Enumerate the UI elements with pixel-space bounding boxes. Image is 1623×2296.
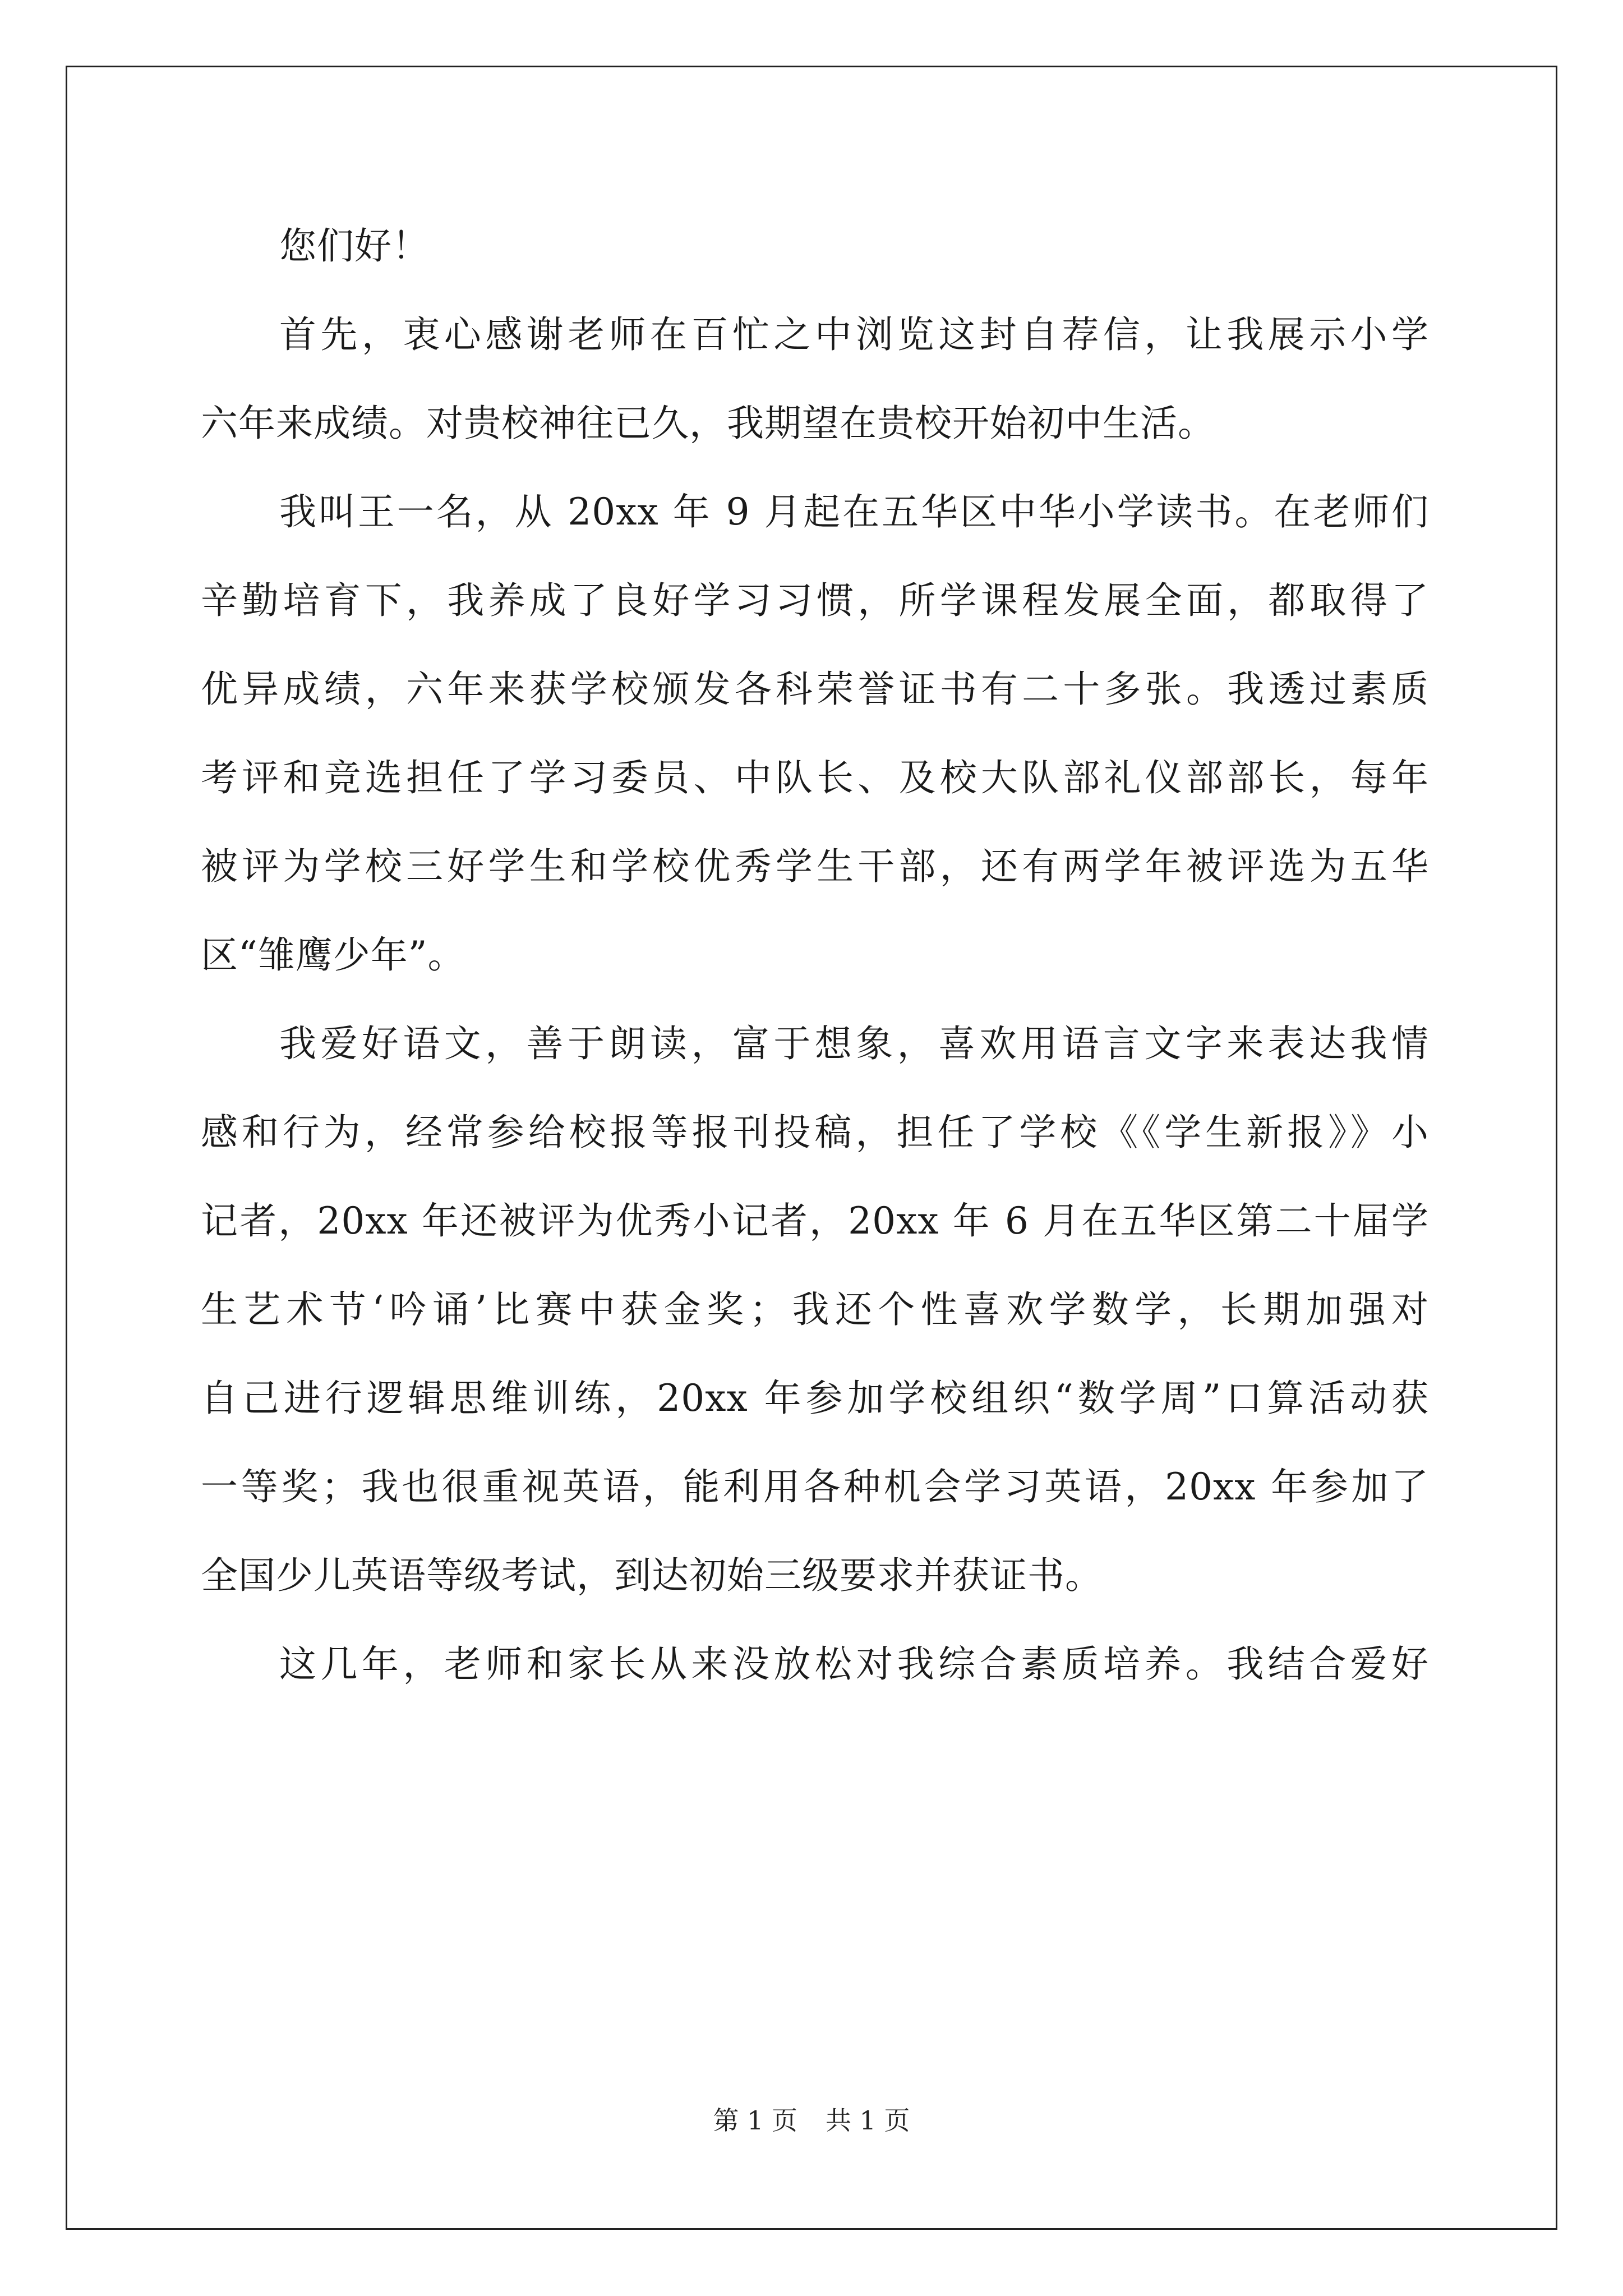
paragraph-2-line: 我叫王一名，从 20xx 年 9 月起在五华区中华小学读书。在老师们: [279, 490, 1429, 533]
paragraph-2-line: 优异成绩，六年来获学校颁发各科荣誉证书有二十多张。我透过素质: [201, 668, 1429, 711]
paragraph-3-line: 生艺术节‘吟诵’比赛中获金奖；我还个性喜欢学数学，长期加强对: [201, 1288, 1429, 1331]
paragraph-4-line: 这几年，老师和家长从来没放松对我综合素质培养。我结合爱好: [279, 1642, 1429, 1686]
paragraph-3-line: 自己进行逻辑思维训练，20xx 年参加学校组织“数学周”口算活动获: [201, 1377, 1429, 1420]
paragraph-3-line: 感和行为，经常参给校报等报刊投稿，担任了学校《《学生新报》》小: [201, 1111, 1429, 1154]
paragraph-3-line: 一等奖；我也很重视英语，能利用各种机会学习英语，20xx 年参加了: [201, 1465, 1429, 1508]
paragraph-3-line: 记者，20xx 年还被评为优秀小记者，20xx 年 6 月在五华区第二十届学: [201, 1199, 1429, 1243]
greeting-line: 您们好！: [279, 224, 430, 268]
paragraph-1-line: 首先，衷心感谢老师在百忙之中浏览这封自荐信，让我展示小学: [279, 313, 1429, 356]
paragraph-3-line: 我爱好语文，善于朗读，富于想象，喜欢用语言文字来表达我情: [279, 1022, 1429, 1065]
paragraph-2-line: 考评和竞选担任了学习委员、中队长、及校大队部礼仪部部长，每年: [201, 756, 1429, 799]
paragraph-2-line: 区“雏鹰少年”。: [201, 933, 465, 977]
letter-body: [201, 202, 1429, 1709]
paragraph-1-line: 六年来成绩。对贵校神往已久，我期望在贵校开始初中生活。: [201, 402, 1215, 445]
page-number-label: 第 1 页: [713, 2105, 797, 2136]
paragraph-2-line: 被评为学校三好学生和学校优秀学生干部，还有两学年被评选为五华: [201, 845, 1429, 888]
paragraph-2-line: 辛勤培育下，我养成了良好学习习惯，所学课程发展全面，都取得了: [201, 579, 1429, 622]
page-footer: [0, 2104, 1623, 2137]
page-total-label: 共 1 页: [826, 2105, 910, 2136]
paragraph-3-line: 全国少儿英语等级考试，到达初始三级要求并获证书。: [201, 1554, 1103, 1597]
